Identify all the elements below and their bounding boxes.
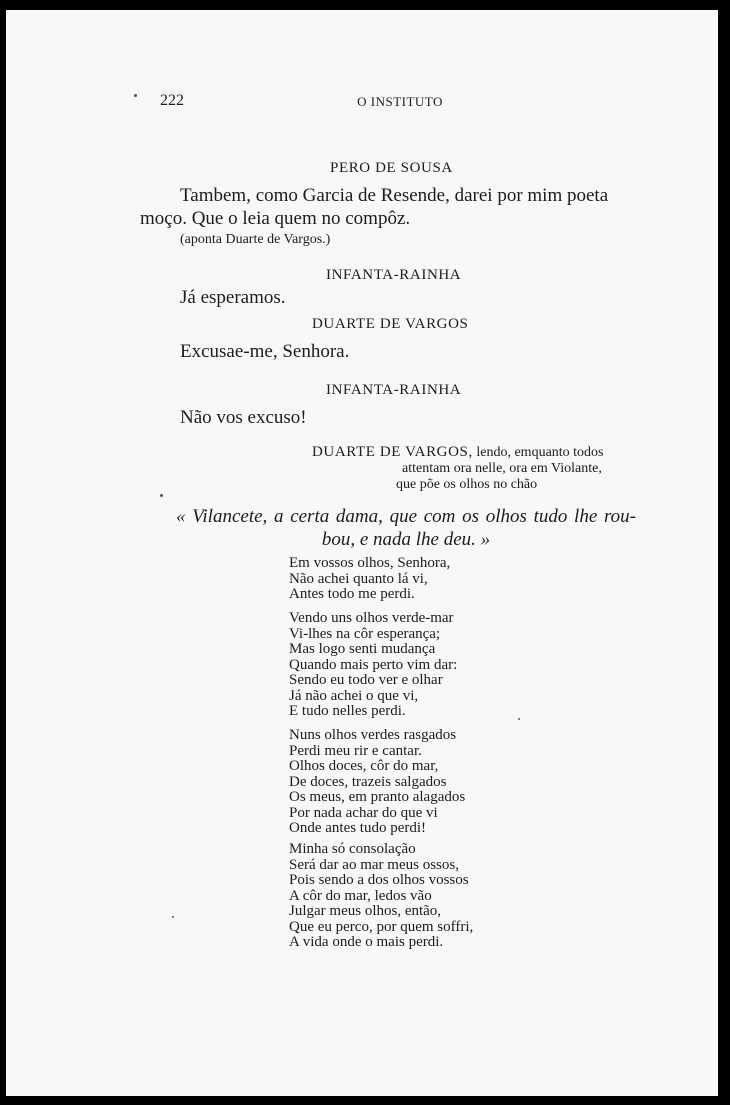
poem-stanza-4 — [289, 842, 473, 951]
cue-speaker: DUARTE DE VARGOS, — [312, 444, 473, 460]
page-header — [160, 92, 640, 112]
cue-text-3: que põe os olhos no chão — [396, 477, 538, 492]
poem-line: Nuns olhos verdes rasgados — [289, 727, 457, 743]
paper-speck — [172, 916, 174, 918]
poem-line: Não achei quanto lá vi, — [289, 570, 428, 587]
poem-line: Mas logo senti mudança — [289, 641, 436, 657]
poem-line: Que eu perco, por quem soffri, — [289, 918, 474, 935]
song-title — [176, 506, 636, 551]
speaker-pero-de-sousa: PERO DE SOUSA — [330, 160, 453, 176]
book-page — [6, 10, 718, 1096]
cue-text-1: lendo, emquanto todos — [476, 445, 604, 460]
paper-speck — [518, 718, 520, 720]
speech-duarte-de-vargos: Excusae-me, Senhora. — [180, 341, 350, 362]
poem-line: Sendo eu todo ver e olhar — [289, 672, 443, 688]
stage-direction: (aponta Duarte de Vargos.) — [180, 232, 331, 247]
poem-line: A vida onde o mais perdi. — [289, 934, 444, 950]
running-title: O INSTITUTO — [357, 94, 443, 109]
poem-line: Será dar ao mar meus ossos, — [289, 856, 459, 873]
poem-line: Já não achei o que vi, — [289, 687, 419, 704]
poem-line: Olhos doces, côr do mar, — [289, 758, 439, 774]
speaker-infanta-rainha-2: INFANTA-RAINHA — [326, 382, 462, 398]
speech-pero-de-sousa — [140, 184, 650, 230]
poem-line: Por nada achar do que vi — [289, 804, 438, 821]
paper-speck — [134, 94, 137, 97]
speech-line: moço. Que o leia quem no compôz. — [140, 208, 411, 229]
song-title-line-2: bou, e nada lhe deu. » — [321, 529, 491, 550]
poem-line: Onde antes tudo perdi! — [289, 820, 427, 836]
speech-infanta-rainha-2: Não vos excuso! — [180, 407, 307, 428]
reading-cue — [312, 444, 662, 493]
poem-line: De doces, trazeis salgados — [289, 773, 447, 790]
song-title-line-1: « Vilancete, a certa dama, que com os olhos tudo lhe rou- — [176, 506, 636, 527]
poem-line: Perdi meu rir e cantar. — [289, 742, 422, 759]
poem-line: Quando mais perto vim dar: — [289, 656, 458, 673]
paper-speck — [160, 494, 163, 497]
poem-line: Minha só consolação — [289, 841, 416, 857]
poem-line: Em vossos olhos, Senhora, — [289, 555, 451, 571]
poem-stanza-2 — [289, 611, 457, 720]
poem-stanza-1 — [289, 556, 450, 603]
speaker-infanta-rainha: INFANTA-RAINHA — [326, 267, 462, 283]
poem-line: Os meus, em pranto alagados — [289, 789, 466, 805]
poem-line: Julgar meus olhos, então, — [289, 903, 442, 919]
poem-line: Vi-lhes na côr esperança; — [289, 625, 441, 642]
poem-stanza-3 — [289, 728, 465, 837]
poem-line: Antes todo me perdi. — [289, 586, 415, 602]
poem-line: Pois sendo a dos olhos vossos — [289, 872, 469, 888]
poem-line: Vendo uns olhos verde-mar — [289, 610, 454, 626]
speaker-duarte-de-vargos: DUARTE DE VARGOS — [312, 316, 469, 332]
speech-infanta-rainha: Já esperamos. — [180, 287, 286, 308]
poem-line: E tudo nelles perdi. — [289, 703, 406, 719]
page-number: 222 — [160, 92, 184, 109]
cue-text-2: attentam ora nelle, ora em Violante, — [402, 461, 602, 476]
speech-line: Tambem, como Garcia de Resende, darei por mim poeta — [180, 185, 609, 206]
poem-line: A côr do mar, ledos vão — [289, 887, 432, 904]
